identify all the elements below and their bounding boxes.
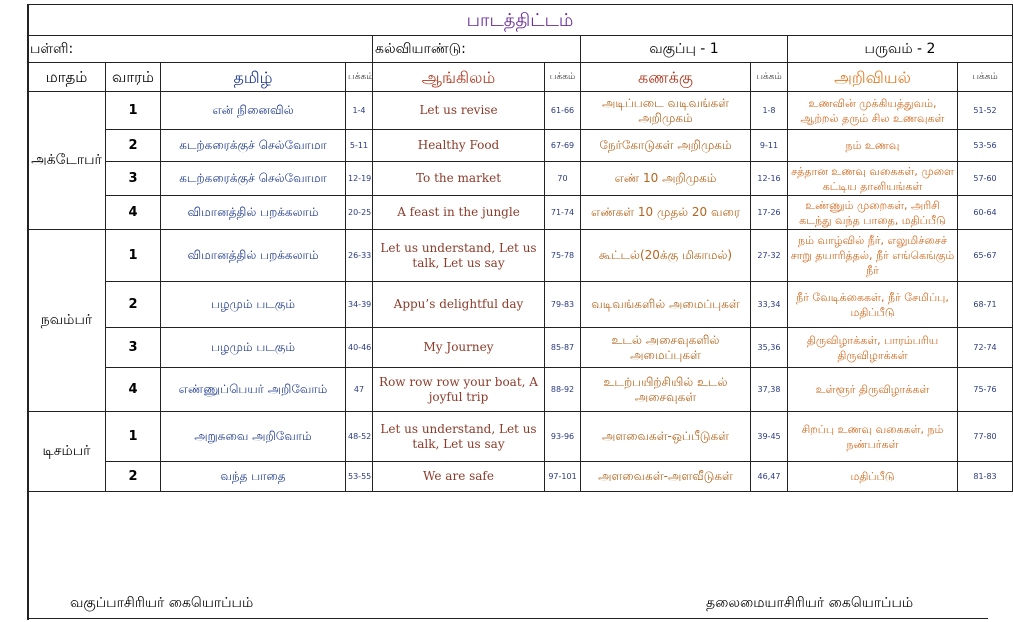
table-row xyxy=(28,162,1013,196)
week-cell: 4 xyxy=(106,196,161,230)
science-lesson: சத்தான உணவு வகைகள், முளை கட்டிய தானியங்கள் xyxy=(788,162,958,196)
week-cell: 2 xyxy=(106,282,161,328)
science-lesson: சிறப்பு உணவு வகைகள், நம் நண்பர்கள் xyxy=(788,412,958,462)
table-row xyxy=(28,462,1013,492)
science-pages: 60-64 xyxy=(958,196,1013,230)
table-row xyxy=(28,230,1013,282)
math-pages: 39-45 xyxy=(751,412,788,462)
term-label: பருவம் - 2 xyxy=(788,36,1013,63)
science-lesson: உணவின் முக்கியத்துவம், ஆற்றல் தரும் சில உணவுகள் xyxy=(788,92,958,130)
english-lesson: My Journey xyxy=(373,328,545,368)
english-lesson: To the market xyxy=(373,162,545,196)
table-row xyxy=(28,328,1013,368)
tamil-pages: 12-19 xyxy=(346,162,373,196)
bottom-border xyxy=(27,618,988,619)
tamil-pages: 1-4 xyxy=(346,92,373,130)
header-science: அறிவியல் xyxy=(788,63,958,92)
month-november: நவம்பர் xyxy=(28,230,106,412)
table-row xyxy=(28,412,1013,462)
english-pages: 70 xyxy=(545,162,581,196)
tamil-pages: 53-55 xyxy=(346,462,373,492)
tamil-lesson: கடற்கரைக்குச் செல்வோமா xyxy=(161,162,346,196)
tamil-lesson: வந்த பாதை xyxy=(161,462,346,492)
tamil-lesson: என் நினைவில் xyxy=(161,92,346,130)
header-tamil-page: பக்கம் xyxy=(346,63,373,92)
english-pages: 97-101 xyxy=(545,462,581,492)
table-row xyxy=(28,130,1013,162)
english-lesson: Appu’s delightful day xyxy=(373,282,545,328)
english-lesson: We are safe xyxy=(373,462,545,492)
english-lesson: Let us understand, Let us talk, Let us say xyxy=(373,230,545,282)
headmaster-signature-label: தலைமையாசிரியர் கையொப்பம் xyxy=(706,595,914,611)
tamil-pages: 34-39 xyxy=(346,282,373,328)
header-english: ஆங்கிலம் xyxy=(373,63,545,92)
math-lesson: உடற்பயிற்சியில் உடல் அசைவுகள் xyxy=(581,368,751,412)
week-cell: 1 xyxy=(106,230,161,282)
english-pages: 79-83 xyxy=(545,282,581,328)
english-pages: 61-66 xyxy=(545,92,581,130)
math-pages: 27-32 xyxy=(751,230,788,282)
tamil-pages: 5-11 xyxy=(346,130,373,162)
table-row xyxy=(28,368,1013,412)
tamil-lesson: விமானத்தில் பறக்கலாம் xyxy=(161,230,346,282)
academic-year-label: கல்வியாண்டு: xyxy=(373,36,581,63)
class-label: வகுப்பு - 1 xyxy=(581,36,788,63)
science-pages: 81-83 xyxy=(958,462,1013,492)
math-pages: 35,36 xyxy=(751,328,788,368)
tamil-lesson: கடற்கரைக்குச் செல்வோமா xyxy=(161,130,346,162)
tamil-pages: 40-46 xyxy=(346,328,373,368)
math-lesson: வடிவங்களில் அமைப்புகள் xyxy=(581,282,751,328)
week-cell: 3 xyxy=(106,328,161,368)
science-lesson: திருவிழாக்கள், பாரம்பரிய திருவிழாக்கள் xyxy=(788,328,958,368)
english-pages: 75-78 xyxy=(545,230,581,282)
english-pages: 93-96 xyxy=(545,412,581,462)
english-pages: 88-92 xyxy=(545,368,581,412)
tamil-lesson: பழமும் படகும் xyxy=(161,282,346,328)
tamil-lesson: எண்ணுப்பெயர் அறிவோம் xyxy=(161,368,346,412)
science-pages: 77-80 xyxy=(958,412,1013,462)
header-month: மாதம் xyxy=(28,63,106,92)
tamil-pages: 48-52 xyxy=(346,412,373,462)
math-lesson: நேர்கோடுகள் அறிமுகம் xyxy=(581,130,751,162)
english-lesson: Let us understand, Let us talk, Let us say xyxy=(373,412,545,462)
english-pages: 67-69 xyxy=(545,130,581,162)
week-cell: 4 xyxy=(106,368,161,412)
science-lesson: உள்ளூர் திருவிழாக்கள் xyxy=(788,368,958,412)
science-pages: 68-71 xyxy=(958,282,1013,328)
english-pages: 85-87 xyxy=(545,328,581,368)
science-pages: 53-56 xyxy=(958,130,1013,162)
left-border xyxy=(27,4,29,620)
science-pages: 75-76 xyxy=(958,368,1013,412)
math-lesson: உடல் அசைவுகளில் அமைப்புகள் xyxy=(581,328,751,368)
math-lesson: அளவைகள்-ஒப்பீடுகள் xyxy=(581,412,751,462)
math-lesson: எண்கள் 10 முதல் 20 வரை xyxy=(581,196,751,230)
math-pages: 46,47 xyxy=(751,462,788,492)
science-lesson: மதிப்பீடு xyxy=(788,462,958,492)
math-pages: 12-16 xyxy=(751,162,788,196)
month-december: டிசம்பர் xyxy=(28,412,106,492)
science-lesson: நீர் வேடிக்கைகள், நீர் சேமிப்பு, மதிப்பீடு xyxy=(788,282,958,328)
header-english-page: பக்கம் xyxy=(545,63,581,92)
header-week: வாரம் xyxy=(106,63,161,92)
teacher-signature-label: வகுப்பாசிரியர் கையொப்பம் xyxy=(70,595,254,611)
science-lesson: நம் உணவு xyxy=(788,130,958,162)
math-pages: 37,38 xyxy=(751,368,788,412)
math-pages: 9-11 xyxy=(751,130,788,162)
tamil-lesson: அறுசுவை அறிவோம் xyxy=(161,412,346,462)
week-cell: 2 xyxy=(106,462,161,492)
lesson-plan-table xyxy=(27,4,1013,492)
month-october: அக்டோபர் xyxy=(28,92,106,230)
header-science-page: பக்கம் xyxy=(958,63,1013,92)
science-lesson: நம் வாழ்வில் நீர், எலுமிச்சைச் சாறு தயாரித்தல், நீர் எங்கெங்கும் நீர் xyxy=(788,230,958,282)
english-lesson: A feast in the jungle xyxy=(373,196,545,230)
math-lesson: கூட்டல்(20க்கு மிகாமல்) xyxy=(581,230,751,282)
science-pages: 72-74 xyxy=(958,328,1013,368)
tamil-pages: 20-25 xyxy=(346,196,373,230)
table-row xyxy=(28,92,1013,130)
table-row xyxy=(28,196,1013,230)
week-cell: 1 xyxy=(106,412,161,462)
math-pages: 33,34 xyxy=(751,282,788,328)
tamil-lesson: பழமும் படகும் xyxy=(161,328,346,368)
math-lesson: அளவைகள்-அளவீடுகள் xyxy=(581,462,751,492)
week-cell: 2 xyxy=(106,130,161,162)
math-lesson: அடிப்படை வடிவங்கள் அறிமுகம் xyxy=(581,92,751,130)
english-pages: 71-74 xyxy=(545,196,581,230)
table-row xyxy=(28,282,1013,328)
tamil-pages: 26-33 xyxy=(346,230,373,282)
math-pages: 17-26 xyxy=(751,196,788,230)
english-lesson: Healthy Food xyxy=(373,130,545,162)
science-pages: 51-52 xyxy=(958,92,1013,130)
science-pages: 65-67 xyxy=(958,230,1013,282)
header-tamil: தமிழ் xyxy=(161,63,346,92)
header-math: கணக்கு xyxy=(581,63,751,92)
math-pages: 1-8 xyxy=(751,92,788,130)
tamil-lesson: விமானத்தில் பறக்கலாம் xyxy=(161,196,346,230)
week-cell: 3 xyxy=(106,162,161,196)
school-label: பள்ளி: xyxy=(28,36,373,63)
week-cell: 1 xyxy=(106,92,161,130)
science-pages: 57-60 xyxy=(958,162,1013,196)
english-lesson: Let us revise xyxy=(373,92,545,130)
english-lesson: Row row row your boat, A joyful trip xyxy=(373,368,545,412)
header-math-page: பக்கம் xyxy=(751,63,788,92)
tamil-pages: 47 xyxy=(346,368,373,412)
math-lesson: எண் 10 அறிமுகம் xyxy=(581,162,751,196)
science-lesson: உண்ணும் முறைகள், அரிசி கடந்து வந்த பாதை, மதிப்பீடு xyxy=(788,196,958,230)
page-title: பாடத்திட்டம் xyxy=(28,5,1013,36)
